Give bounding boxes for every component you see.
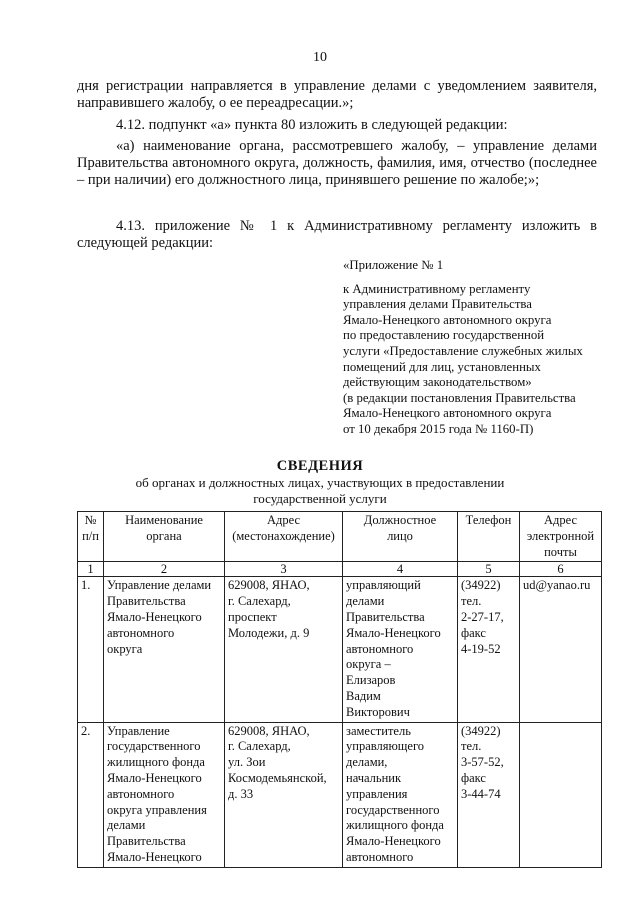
- column-number: 5: [458, 562, 520, 577]
- appendix-line: Ямало-Ненецкого автономного округа: [343, 406, 552, 421]
- cell-phone: (34922) тел. 3-57-52, факс 3-44-74: [458, 722, 520, 867]
- table-header-row: [78, 512, 602, 562]
- section-subtitle: государственной услуги: [253, 490, 387, 506]
- paragraph-continuation: [77, 78, 597, 112]
- appendix-line: действующим законодательством»: [343, 375, 532, 390]
- appendix-line: от 10 декабря 2015 года № 1160-П): [343, 421, 534, 436]
- cell-agency: Управление делами Правительства Ямало-Ненецкого автономного округа: [104, 577, 225, 722]
- header-cell-email: Адрес электронной почты: [520, 512, 602, 562]
- column-number-row: [78, 562, 602, 577]
- page-number: 10: [313, 50, 327, 65]
- appendix-line: (в редакции постановления Правительства: [343, 390, 576, 405]
- paragraph-line: дня регистрации направляется в управление делами с уведомлением заявителя,: [77, 78, 597, 94]
- header-cell-address: Адрес (местонахождение): [225, 512, 343, 562]
- cell-phone: (34922) тел. 2-27-17, факс 4-19-52: [458, 577, 520, 722]
- cell-email: [520, 722, 602, 867]
- header-cell-number: № п/п: [78, 512, 104, 562]
- appendix-line: к Административному регламенту: [343, 281, 531, 296]
- appendix-line: управления делами Правительства: [343, 297, 532, 312]
- cell-agency: Управление государственного жилищного фонда Ямало-Ненецкого автономного округа управления делами Правительства Ямало-Ненецкого: [104, 722, 225, 867]
- paragraph-4-13: [77, 218, 597, 252]
- column-number: 4: [343, 562, 458, 577]
- cell-official: управляющий делами Правительства Ямало-Ненецкого автономного округа – Елизаров Вадим Викторович: [343, 577, 458, 722]
- column-number: 6: [520, 562, 602, 577]
- section-heading: [0, 458, 640, 506]
- cell-number: 2.: [78, 722, 104, 867]
- header-cell-phone: Телефон: [458, 512, 520, 562]
- paragraph-4-12: [77, 117, 597, 134]
- section-subtitle: об органах и должностных лицах, участвующих в предоставлении: [135, 475, 505, 490]
- appendix-line: по предоставлению государственной: [343, 328, 545, 343]
- appendix-block: [343, 258, 603, 438]
- paragraph-text: 4.12. подпункт «а» пункта 80 изложить в следующей редакции:: [116, 117, 508, 133]
- paragraph-line: направившего жалобу, о ее переадресации.»;: [77, 95, 354, 111]
- header-cell-official: Должностное лицо: [343, 512, 458, 562]
- appendix-line: услуги «Предоставление служебных жилых: [343, 343, 583, 358]
- cell-address: 629008, ЯНАО, г. Салехард, ул. Зои Космодемьянской, д. 33: [225, 722, 343, 867]
- column-number: 2: [104, 562, 225, 577]
- section-title: СВЕДЕНИЯ: [276, 458, 364, 474]
- cell-number: 1.: [78, 577, 104, 722]
- appendix-line: Ямало-Ненецкого автономного округа: [343, 312, 552, 327]
- appendix-line: помещений для лиц, установленных: [343, 359, 541, 374]
- table-row: [78, 577, 602, 722]
- cell-address: 629008, ЯНАО, г. Салехард, проспект Молодежи, д. 9: [225, 577, 343, 722]
- cell-email: ud@yanao.ru: [520, 577, 602, 722]
- cell-official: заместитель управляющего делами, начальник управления государственного жилищного фонда Ямало-Ненецкого автономного: [343, 722, 458, 867]
- appendix-heading: «Приложение № 1: [343, 258, 444, 272]
- agencies-table: [77, 511, 602, 868]
- paragraph-subitem-a: [77, 138, 597, 189]
- header-cell-agency: Наименование органа: [104, 512, 225, 562]
- column-number: 1: [78, 562, 104, 577]
- paragraph-text: «а) наименование органа, рассмотревшего жалобу, – управление делами Правительства автономного округа, должность, фамилия, имя, отчество (последнее – при наличии) его должностного лица, принявшего решение по жалобе;»;: [77, 138, 597, 188]
- column-number: 3: [225, 562, 343, 577]
- table-row: [78, 722, 602, 867]
- paragraph-text: 4.13. приложение № 1 к Административному регламенту изложить в следующей редакции:: [77, 218, 597, 251]
